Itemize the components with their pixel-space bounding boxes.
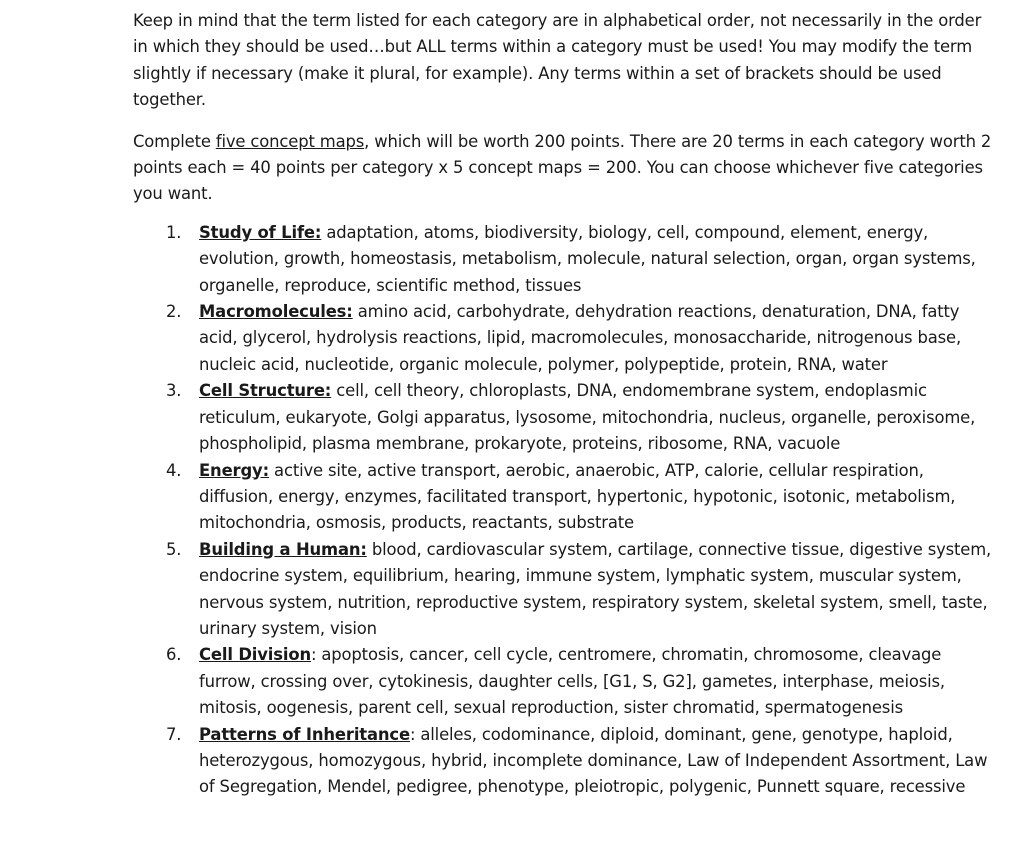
category-terms: cell, cell theory, chloroplasts, DNA, endomembrane system, endoplasmic reticulum, eukaryote, Golgi apparatus, lysosome, mitochondria, nucleus, organelle, peroxisome, phospholipid, plasma membrane, prokaryote, proteins, ribosome, RNA, vacuole [199, 381, 976, 454]
category-item [133, 458, 993, 537]
category-item [133, 722, 993, 801]
category-item [133, 220, 993, 299]
category-number: 7. [166, 724, 182, 744]
category-item [133, 378, 993, 457]
category-item [133, 537, 993, 643]
category-name: Macromolecules: [199, 302, 353, 322]
category-name: Study of Life: [199, 222, 322, 242]
assignment-text-start: Complete [133, 131, 216, 151]
category-item [133, 299, 993, 378]
category-name: Cell Division [199, 645, 311, 665]
category-terms: alleles, codominance, diploid, dominant, gene, genotype, haploid, heterozygous, homozygous, hybrid, incomplete dominance, Law of Independent Assortment, Law of Segregation, Mendel, pedigree, phenotype, pleiotropic, polygenic, Punnett square, recessive [199, 724, 988, 797]
category-item [133, 642, 993, 721]
concept-maps-underlined-text: five concept maps [215, 131, 365, 151]
category-terms: amino acid, carbohydrate, dehydration reactions, denaturation, DNA, fatty acid, glycerol, hydrolysis reactions, lipid, macromolecules, monosaccharide, nitrogenous base, nucleic acid, nucleotide, organic molecule, polymer, polypeptide, protein, RNA, water [199, 302, 962, 374]
category-number: 5. [166, 539, 182, 559]
category-name-suffix: : [409, 724, 416, 744]
category-name: Cell Structure: [199, 381, 332, 401]
assignment-text-end: , which will be worth 200 points. There are 20 terms in each category worth 2 points each = 40 points per category x 5 concept maps = 200. You can choose whichever five categories you want. [133, 131, 992, 204]
category-terms: adaptation, atoms, biodiversity, biology, cell, compound, element, energy, evolution, growth, homeostasis, metabolism, molecule, natural selection, organ, organ systems, organelle, reproduce, scientific method, tissues [199, 222, 976, 295]
document-page [133, 8, 993, 801]
category-number: 3. [166, 381, 182, 401]
assignment-paragraph [133, 129, 993, 208]
category-name: Patterns of Inheritance [199, 724, 410, 744]
category-list [133, 220, 993, 801]
instructions-paragraph: Keep in mind that the term listed for each category are in alphabetical order, not necessarily in the order in which they should be used…but ALL terms within a category must be used! You may modify the term slightly if necessary (make it plural, for example). Any terms within a set of brackets should be used together. [133, 11, 982, 110]
category-name-suffix: : [310, 645, 317, 665]
category-number: 1. [166, 222, 182, 242]
category-number: 2. [166, 302, 182, 322]
category-name: Building a Human: [199, 539, 367, 559]
category-number: 6. [166, 645, 182, 665]
category-terms: apoptosis, cancer, cell cycle, centromere, chromatin, chromosome, cleavage furrow, crossing over, cytokinesis, daughter cells, [G1, S, G2], gametes, interphase, meiosis, mitosis, oogenesis, parent cell, sexual reproduction, sister chromatid, spermatogenesis [199, 645, 945, 718]
category-terms: active site, active transport, aerobic, anaerobic, ATP, calorie, cellular respiration, diffusion, energy, enzymes, facilitated transport, hypertonic, hypotonic, isotonic, metabolism, mitochondria, osmosis, products, reactants, substrate [199, 460, 956, 533]
category-number: 4. [166, 460, 182, 480]
category-name: Energy: [199, 460, 269, 480]
category-terms: blood, cardiovascular system, cartilage, connective tissue, digestive system, endocrine system, equilibrium, hearing, immune system, lymphatic system, muscular system, nervous system, nutrition, reproductive system, respiratory system, skeletal system, smell, taste, urinary system, vision [199, 539, 992, 638]
